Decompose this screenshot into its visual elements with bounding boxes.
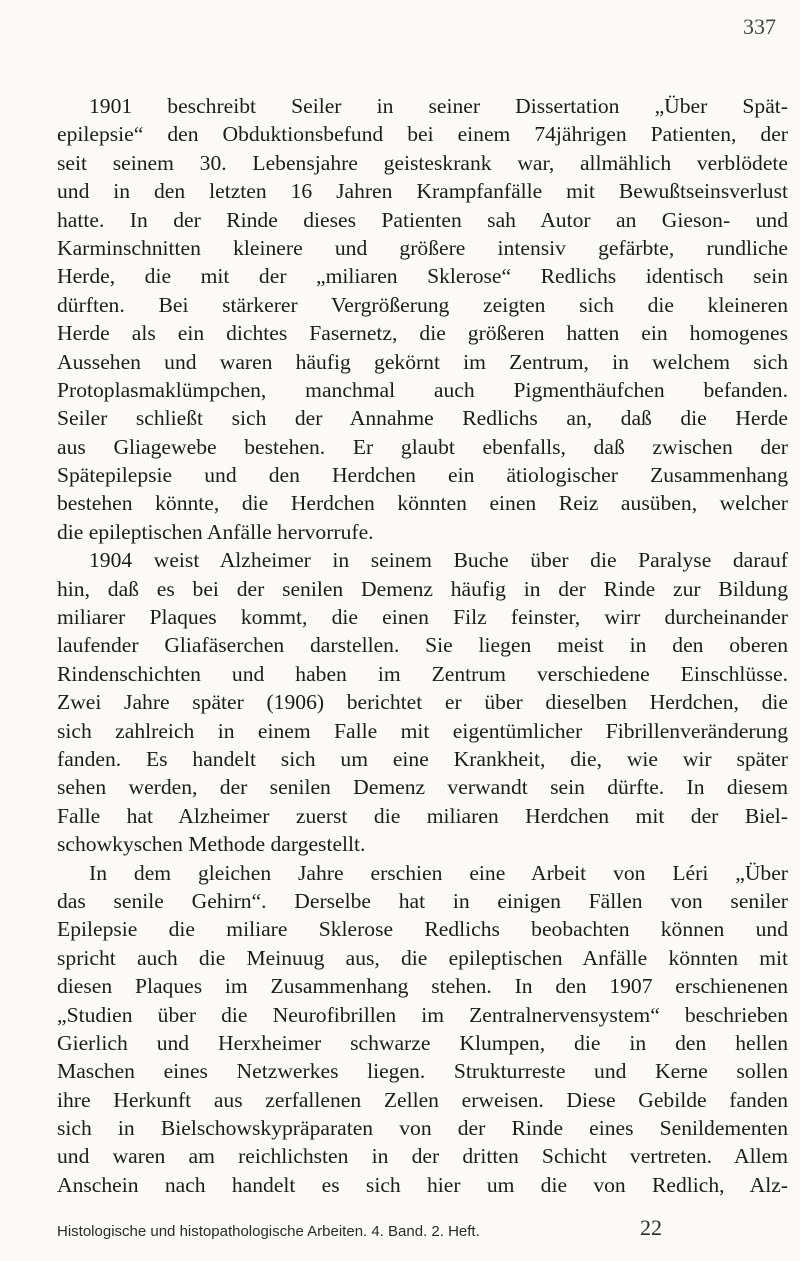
text-line: das senile Gehirn“. Derselbe hat in einigen Fällen von seniler: [57, 888, 788, 913]
text-line: 1904 weist Alzheimer in seinem Buche über die Paralyse darauf: [89, 548, 788, 573]
footer-text: Histologische und histopathologische Arbeiten. 4. Band. 2. Heft.: [57, 1223, 480, 1240]
text-line: die epileptischen Anfälle hervorrufe.: [57, 519, 374, 544]
text-line: Zwei Jahre später (1906) berichtet er über dieselben Herdchen, die: [57, 690, 788, 715]
text-line: sich in Bielschowskypräparaten von der Rinde eines Senildementen: [57, 1116, 788, 1141]
text-line: hatte. In der Rinde dieses Patienten sah Autor an Gieson- und: [57, 207, 788, 232]
text-line: aus Gliagewebe bestehen. Er glaubt ebenfalls, daß zwischen der: [57, 434, 788, 459]
text-line: und in den letzten 16 Jahren Krampfanfälle mit Bewußtseinsverlust: [57, 179, 788, 204]
text-line: seit seinem 30. Lebensjahre geisteskrank war, allmählich verblödete: [57, 150, 788, 175]
text-line: diesen Plaques im Zusammenhang stehen. In den 1907 erschienenen: [57, 974, 788, 999]
text-line: Herde, die mit der „miliaren Sklerose“ Redlichs identisch sein: [57, 264, 788, 289]
text-line: Seiler schließt sich der Annahme Redlichs an, daß die Herde: [57, 406, 788, 431]
text-line: Protoplasmaklümpchen, manchmal auch Pigmenthäufchen befanden.: [57, 377, 788, 402]
text-line: Spätepilepsie und den Herdchen ein ätiologischer Zusammenhang: [57, 463, 788, 488]
text-line: ihre Herkunft aus zerfallenen Zellen erweisen. Diese Gebilde fanden: [57, 1087, 788, 1112]
text-line: Rindenschichten und haben im Zentrum verschiedene Einschlüsse.: [57, 661, 788, 686]
page-number: 337: [743, 14, 776, 39]
footer: [57, 1215, 788, 1244]
text-line: Anschein nach handelt es sich hier um die von Redlich, Alz-: [57, 1172, 788, 1197]
text-line: Falle hat Alzheimer zuerst die miliaren Herdchen mit der Biel-: [57, 803, 788, 828]
text-line: laufender Gliafäserchen darstellen. Sie liegen meist in den oberen: [57, 633, 788, 658]
text-line: sich zahlreich in einem Falle mit eigentümlicher Fibrillenveränderung: [57, 718, 788, 743]
text-line: In dem gleichen Jahre erschien eine Arbeit von Léri „Über: [89, 860, 788, 885]
text-line: Aussehen und waren häufig gekörnt im Zentrum, in welchem sich: [57, 349, 788, 374]
text-line: Karminschnitten kleinere und größere intensiv gefärbte, rundliche: [57, 235, 788, 260]
text-line: hin, daß es bei der senilen Demenz häufig in der Rinde zur Bildung: [57, 576, 788, 601]
text-line: 1901 beschreibt Seiler in seiner Dissertation „Über Spät-: [89, 94, 788, 118]
text-line: bestehen könnte, die Herdchen könnten einen Reiz ausüben, welcher: [57, 491, 788, 516]
text-line: spricht auch die Meinuug aus, die epileptischen Anfälle könnten mit: [57, 945, 788, 970]
text-line: epilepsie“ den Obduktionsbefund bei einem 74jährigen Patienten, der: [57, 122, 788, 147]
text-line: fanden. Es handelt sich um eine Krankheit, die, wie wir später: [57, 746, 788, 771]
text-line: Gierlich und Herxheimer schwarze Klumpen, die in den hellen: [57, 1030, 788, 1055]
text-line: Herde als ein dichtes Fasernetz, die größeren hatten ein homogenes: [57, 321, 788, 346]
signature-mark: 22: [640, 1215, 662, 1240]
text-line: Epilepsie die miliare Sklerose Redlichs beobachten können und: [57, 917, 788, 942]
text-line: Maschen eines Netzwerkes liegen. Strukturreste und Kerne sollen: [57, 1059, 788, 1084]
text-line: sehen werden, der senilen Demenz verwandt sein dürfte. In diesem: [57, 775, 788, 800]
text-line: schowkyschen Methode dargestellt.: [57, 832, 366, 857]
text-line: dürften. Bei stärkerer Vergrößerung zeigten sich die kleineren: [57, 292, 788, 317]
text-line: und waren am reichlichsten in der dritten Schicht vertreten. Allem: [57, 1144, 788, 1169]
text-line: miliarer Plaques kommt, die einen Filz feinster, wirr durcheinander: [57, 605, 788, 630]
text-line: „Studien über die Neurofibrillen im Zentralnervensystem“ beschrieben: [57, 1002, 788, 1027]
body-text: [57, 92, 788, 1199]
